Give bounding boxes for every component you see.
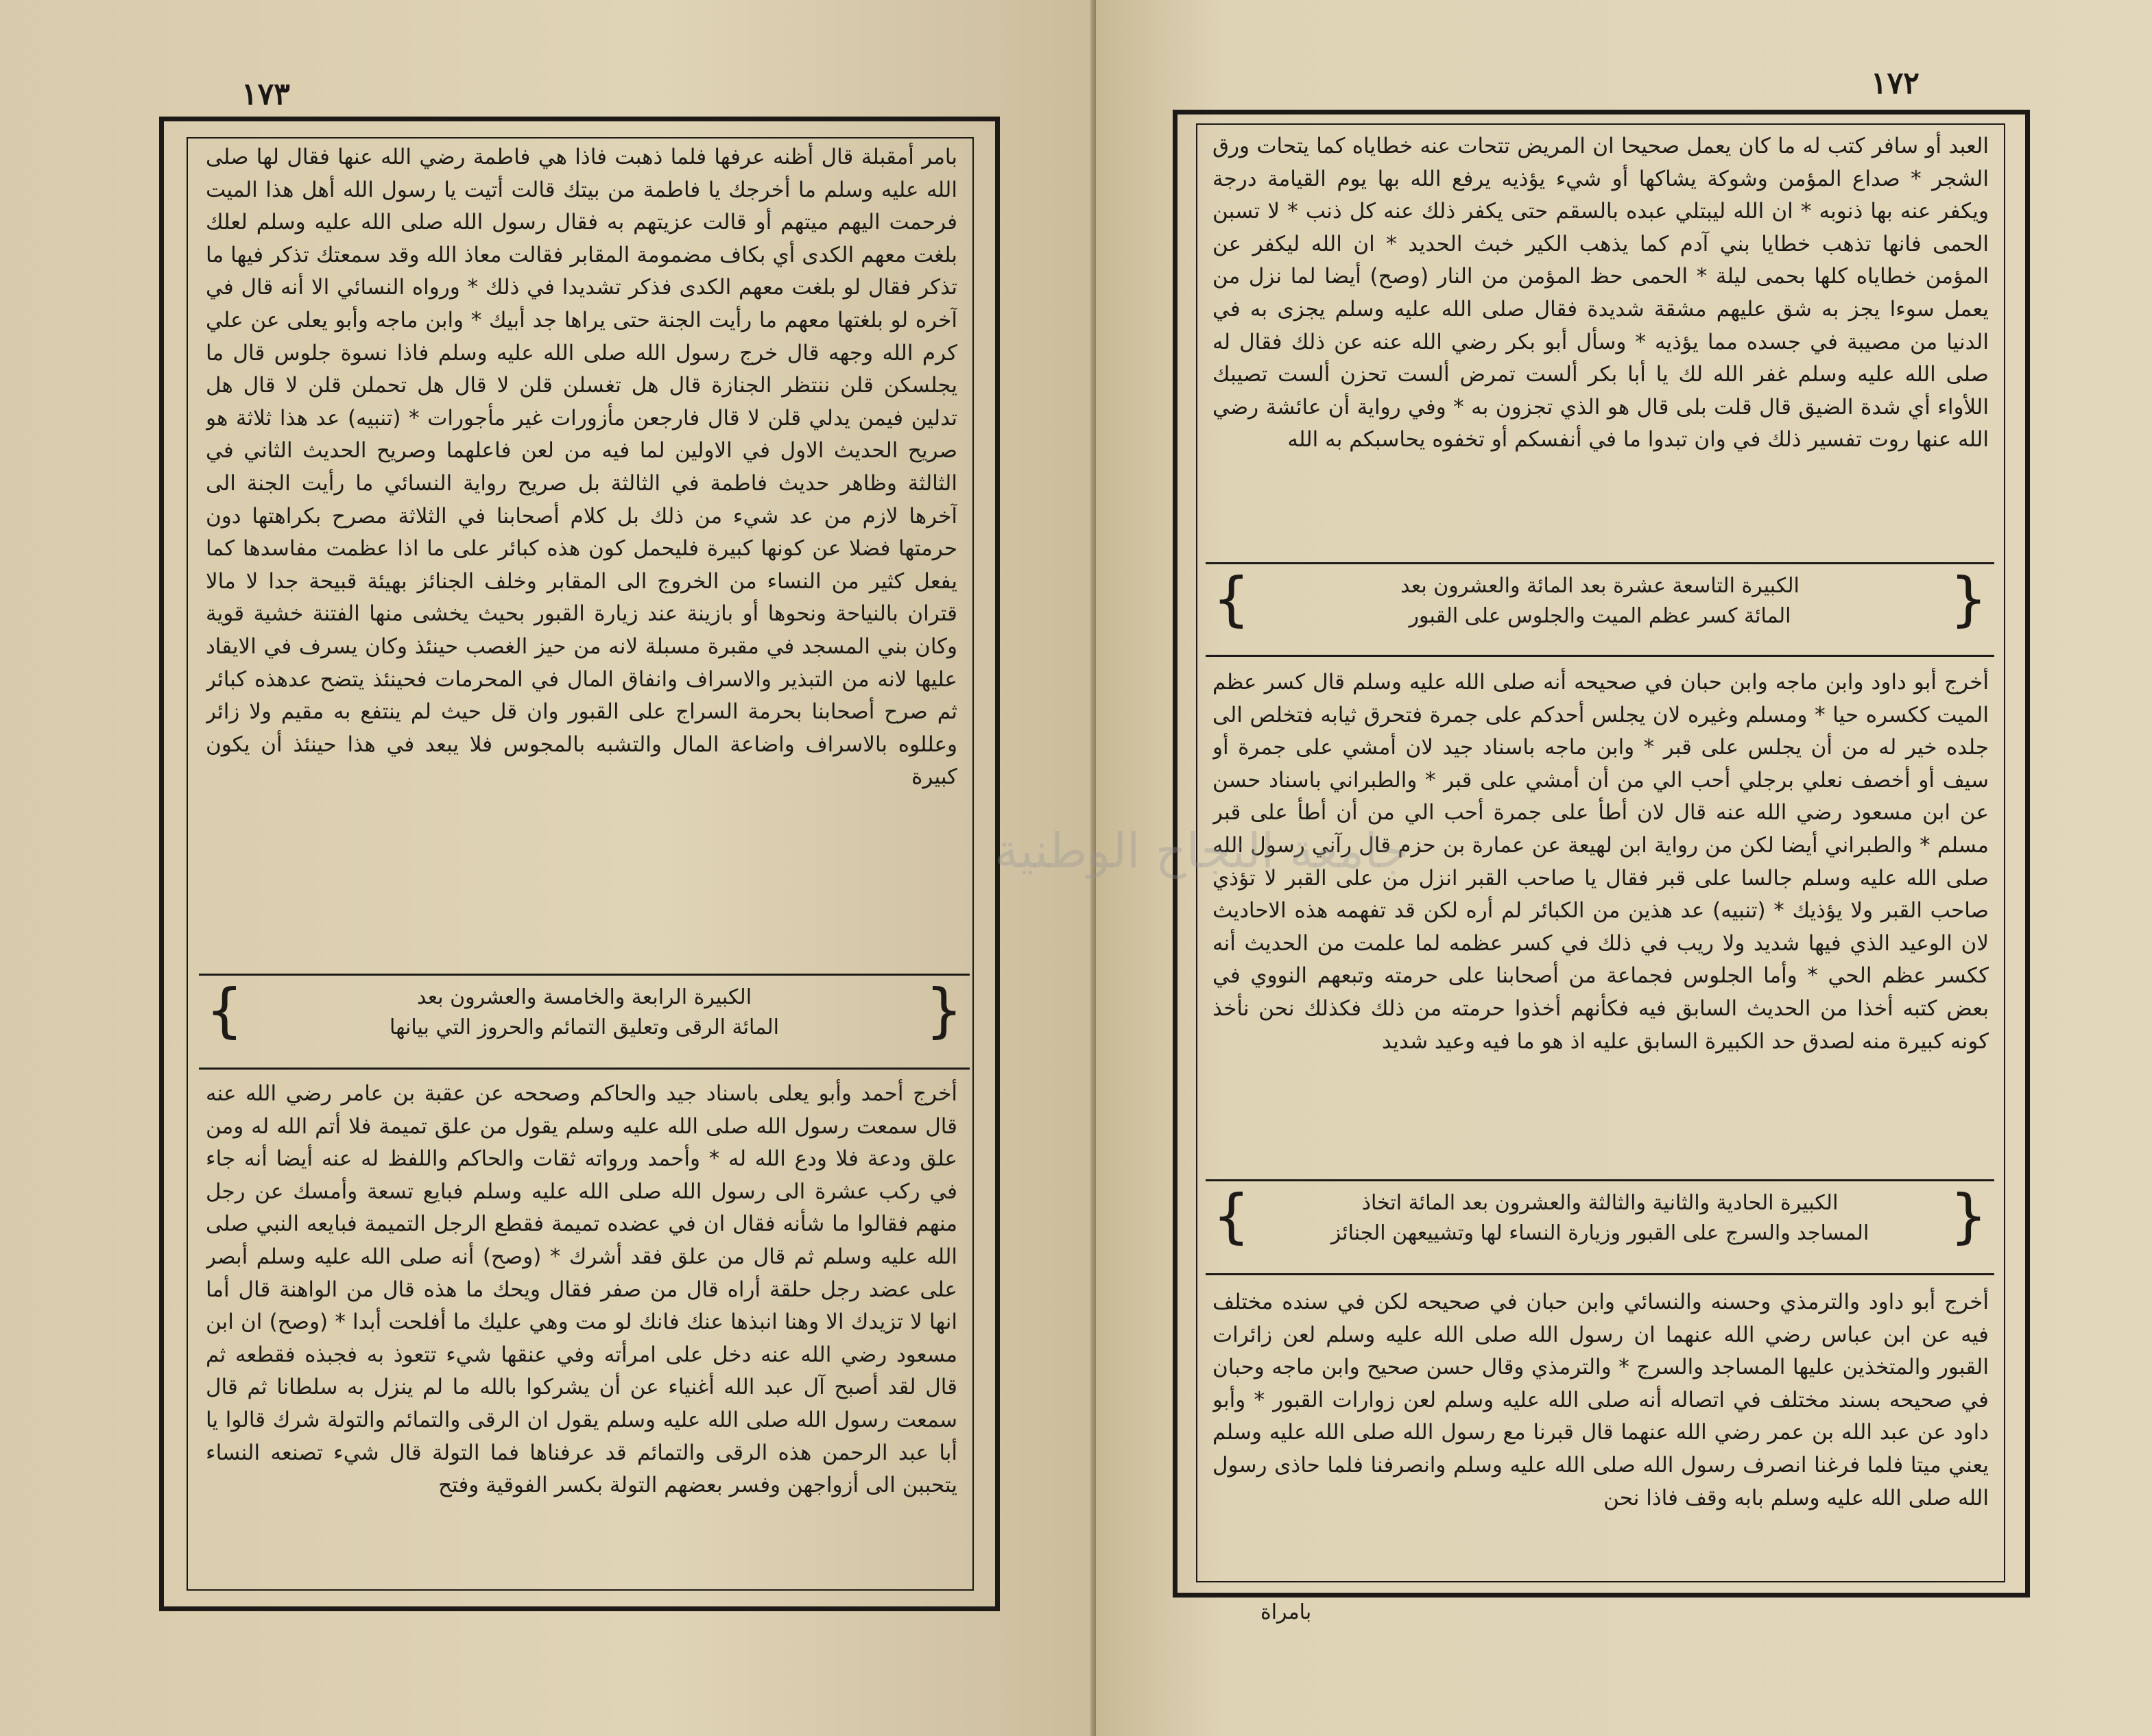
- heading-2-line-1: الكبيرة الحادية والثانية والثالثة والعشرون بعد المائة اتخاذ: [1361, 1191, 1839, 1215]
- heading-line-1: الكبيرة الرابعة والخامسة والعشرون بعد: [416, 985, 752, 1009]
- section-heading-1: [1206, 562, 1994, 657]
- body-text-section-1: بامر أمقبلة قال أظنه عرفها فلما ذهبت فاذا هي فاطمة رضي الله عنها فقال لها صلى الله عليه وسلم ما أخرجك يا فاطمة من بيتك قالت أتيت يا رسول الله أهل هذا الميت فرحمت اليهم ميتهم أو قالت عزيتهم به فقال رسول الله صلى الله عليه وسلم لعلك بلغت معهم الكدى أي بكاف مضمومة المقابر فقالت معاذ الله وقد سمعتك تذكر فيها ما تذكر فقال لو بلغت معهم الكدى فذكر تشديدا في ذلك * ورواه النسائي الا أنه قال في آخره لو بلغتها معهم ما رأيت الجنة حتى يراها جد أبيك * وابن ماجه وأبو يعلى عن علي كرم الله وجهه قال خرج رسول الله صلى الله عليه وسلم فاذا نسوة جلوس قال ما يجلسكن قلن ننتظر الجنازة قال هل تغسلن قلن لا قال هل تحملن قلن لا قال هل تدلين فيمن يدلي قلن لا قال فارجعن مأزورات غير مأجورات * (تنبيه) عد هذا ثلاثة هو صريح الحديث الاول في الاولين لما فيه من لعن فاعلهما وصريح الحديث الثاني في الثالثة وظاهر حديث فاطمة في الثالثة بل صريح رواية النسائي ما رأيت الجنة الى آخرها لازم من عد شيء من ذلك بل كلام أصحابنا في الثلاثة مصرح بكراهتها دون حرمتها فضلا عن كونها كبيرة فليحمل كون هذه كبائر على ما اذا عظمت مفاسدها كما يفعل كثير من النساء من الخروج الى المقابر وخلف الجنائز بهيئة قبيحة جدا لا مالا قتران بالنياحة ونحوها أو بازينة عند زيارة القبور بحيث يخشى منها الفتنة خشية قوية وكان بني المسجد في مقبرة مسبلة لانه من حيز الغصب حينئذ وكان يسرف في الايقاد عليها لانه من التبذير والاسراف وانفاق المال في المحرمات فحينئذ يتضح عدهذه كبائر ثم صرح أصحابنا بحرمة السراج على القبور وان قل حيث لم ينتفع به مقيم ولا زائر وعللوه بالاسراف واضاعة المال والتشبه بالمجوس فلا يبعد في هذا حينئذ أن يكون كبيرة: [206, 145, 957, 790]
- brace-right: {: [1950, 565, 1987, 634]
- heading-1-line-2: المائة كسر عظم الميت والجلوس على القبور: [1409, 604, 1791, 628]
- catchword: بامراة: [1260, 1600, 1312, 1624]
- brace-left: }: [1212, 1182, 1250, 1251]
- heading-1-line-1: الكبيرة التاسعة عشرة بعد المائة والعشرون بعد: [1400, 574, 1800, 598]
- section-heading: [199, 974, 970, 1070]
- body-text-section-2: أخرج أحمد وأبو يعلى باسناد جيد والحاكم وصححه عن عقبة بن عامر رضي الله عنه قال سمعت رسول الله صلى الله عليه وسلم يقول من علق تميمة فلا أتم الله له ومن علق ودعة فلا ودع الله له * وأحمد ورواته ثقات والحاكم واللفظ له عنه أيضا أنه جاء في ركب عشرة الى رسول الله صلى الله عليه وسلم فبايع تسعة وأمسك عن رجل منهم فقالوا ما شأنه فقال ان في عضده تميمة فقطع الرجل التميمة فبايعه النبي صلى الله عليه وسلم ثم قال من علق فقد أشرك * (وصح) أنه صلى الله عليه وسلم أبصر على عضد رجل حلقة أراه قال من صفر فقال ويحك ما هذه قال من الواهنة قال أما انها لا تزيدك الا وهنا انبذها عنك فانك لو مت وهي عليك ما أفلحت أبدا * (وصح) ان ابن مسعود رضي الله عنه دخل على امرأته وفي عنقها شيء تتعوذ به فجبذه فقطعه ثم قال لقد أصبح آل عبد الله أغنياء عن أن يشركوا بالله ما لم ينزل به سلطانا ثم قال سمعت رسول الله صلى الله عليه وسلم يقول ان الرقى والتمائم والتولة شرك قالوا يا أبا عبد الرحمن هذه الرقى والتمائم قد عرفناها فما التولة قال شيء تصنعه النساء يتحببن الى أزواجهن وفسر بعضهم التولة بكسر الفوقية وفتح: [206, 1081, 957, 1498]
- brace-right: {: [925, 976, 963, 1045]
- body-text-section-3: أخرج أبو داود والترمذي وحسنه والنسائي وابن حبان في صحيحه لكن في سنده مختلف فيه عن ابن عباس رضي الله عنهما ان رسول الله صلى الله عليه وسلم لعن زائرات القبور والمتخذين عليها المساجد والسرج * والترمذي وقال حسن صحيح وابن ماجه وحبان في صحيحه بسند مختلف في اتصاله أنه صلى الله عليه وسلم لعن زوارات القبور * وأبو داود عن عبد الله بن عمر رضي الله عنهما قال قبرنا مع رسول الله صلى الله عليه وسلم يعني ميتا فلما فرغنا انصرف رسول الله صلى الله عليه وسلم وانصرفنا فلما حاذى رسول الله صلى الله عليه وسلم بابه وقف فاذا نحن: [1212, 1290, 1989, 1510]
- body-text-section-1: العبد أو سافر كتب له ما كان يعمل صحيحا ان المريض تتحات عنه خطاياه كما يتحات ورق الشجر * صداع المؤمن وشوكة يشاكها أو شيء يؤذيه يرفع الله بها يوم القيامة درجة ويكفر عنه بها ذنوبه * ان الله ليبتلي عبده بالسقم حتى يكفر ذلك عنه كل ذنب * لا تسبن الحمى فانها تذهب خطايا بني آدم كما يذهب الكير خبث الحديد * ان الله ليكفر عن المؤمن خطاياه كلها بحمى ليلة * الحمى حظ المؤمن من النار (وصح) أيضا لما نزل من يعمل سوءا يجز به شق عليهم مشقة شديدة فقال صلى الله عليه وسلم يجزى به في الدنيا من مصيبة في جسده مما يؤذيه * وسأل أبو بكر رضي الله عنه عن ذلك فقال له صلى الله عليه وسلم غفر الله لك يا أبا بكر ألست تمرض ألست تحزن ألست تصيبك اللأواء أي شدة الضيق قال قلت بلى قال هو الذي تجزون به * وفي رواية أن عائشة رضي الله عنها روت تفسير ذلك في وان تبدوا ما في أنفسكم أو تخفوه يحاسبكم به الله: [1212, 134, 1989, 453]
- heading-line-2: المائة الرقى وتعليق التمائم والحروز التي بيانها: [390, 1015, 779, 1039]
- body-text-section-2: أخرج أبو داود وابن ماجه وابن حبان في صحيحه أنه صلى الله عليه وسلم قال كسر عظم الميت ككسره حيا * ومسلم وغيره لان يجلس أحدكم على جمرة فتحرق ثيابه فتخلص الى جلده خير له من أن يجلس على قبر * وابن ماجه باسناد جيد لان أمشي على جمرة أو سيف أو أخصف نعلي برجلي أحب الي من أن أمشي على قبر * والطبراني باسناد حسن عن ابن مسعود رضي الله عنه قال لان أطأ على جمرة أحب الي من أن أطأ على قبر مسلم * والطبراني أيضا لكن من رواية ابن لهيعة عن عمارة بن حزم قال رآني رسول الله صلى الله عليه وسلم جالسا على قبر فقال يا صاحب القبر انزل من على القبر لا تؤذي صاحب القبر ولا يؤذيك * (تنبيه) عد هذين من الكبائر لم أره لكن قد تفهمه هذه الاحاديث لان الوعيد الذي فيها شديد ولا ريب في ذلك في كسر عظمه لما علمت من الحديث أنه ككسر عظم الحي * وأما الجلوس فجماعة من أصحابنا على حرمته وتبعهم النووي في بعض كتبه أخذا من الحديث السابق فيه فكأنهم أخذوا حرمته من ذلك فكذلك نحن نأخذ كونه كبيرة منه لصدق حد الكبيرة السابق عليه اذ هو ما فيه وعيد شديد: [1212, 670, 1989, 1054]
- brace-left: }: [1212, 565, 1250, 634]
- page-number: ١٧٣: [241, 77, 290, 112]
- page-number: ١٧٢: [1871, 66, 1920, 101]
- brace-left: }: [206, 976, 243, 1045]
- section-heading-2: [1206, 1179, 1994, 1275]
- heading-2-line-2: المساجد والسرج على القبور وزيارة النساء لها وتشييعهن الجنائز: [1330, 1221, 1869, 1245]
- brace-right: {: [1950, 1182, 1987, 1251]
- library-watermark: جامعة النجاح الوطنية: [994, 823, 1409, 879]
